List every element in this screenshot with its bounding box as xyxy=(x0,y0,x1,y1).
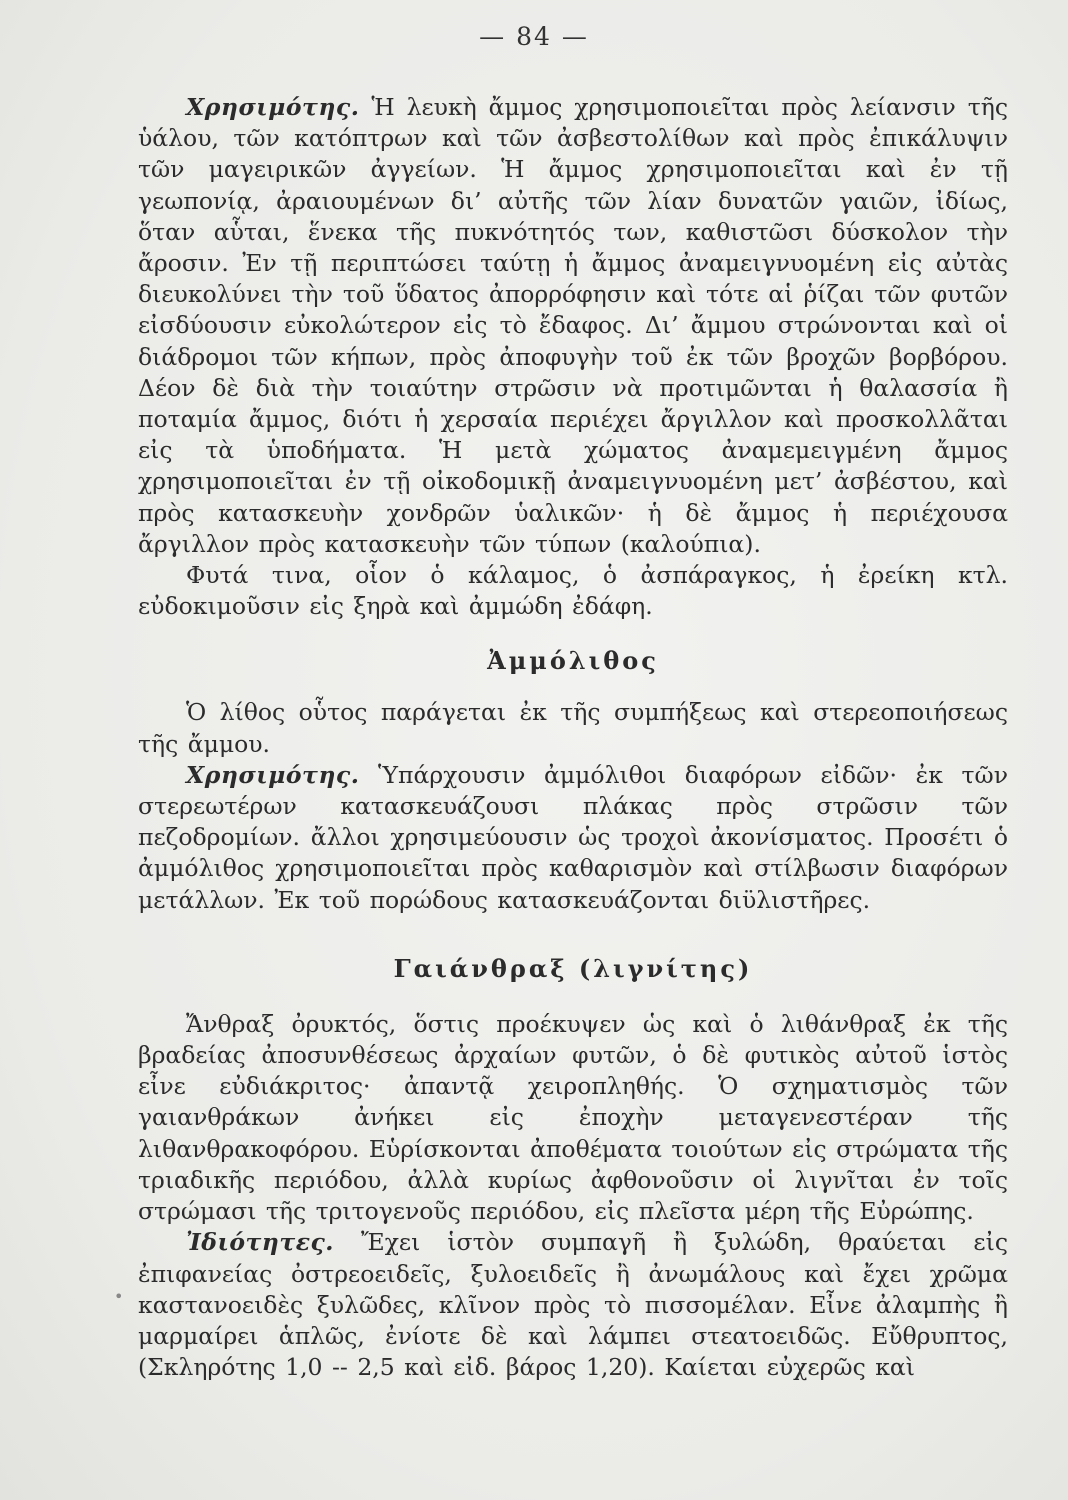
properties-term: Ἰδιότητες. xyxy=(186,1228,334,1257)
gaianthrax-properties-paragraph xyxy=(138,1227,1008,1383)
margin-bullet-mark: • xyxy=(114,1287,124,1306)
ammolithos-intro: Ὁ λίθος οὗτος παράγεται ἐκ τῆς συμπήξεως καὶ στερεοποιήσεως τῆς ἄμμου. xyxy=(138,698,1008,758)
properties-text: Ἔχει ἱστὸν συμπαγῆ ἢ ξυλώδη, θραύεται εἰς ἐπιφανείας ὀστρεοειδεῖς, ξυλοειδεῖς ἢ ἀνωμάλους καὶ ἔχει χρῶμα καστανοειδὲς ξυλῶδες, κλῖνον πρὸς τὸ πισσομέλαν. Εἶνε ἀλαμπὴς ἢ μαρμαίρει ἁπλῶς, ἐνίοτε δὲ καὶ λάμπει στεατοειδῶς. Εὔθρυπτος, (Σκληρότης 1,0 -- 2,5 καὶ εἰδ. βάρος 1,20). Καίεται εὐχερῶς καὶ xyxy=(138,1228,1008,1382)
heading-ammolithos: Ἀμμόλιθος xyxy=(487,646,659,676)
usefulness-text: Ἡ λευκὴ ἄμμος χρησιμοποιεῖται πρὸς λείανσιν τῆς ὑάλου, τῶν κατόπτρων καὶ τῶν ἀσβεστολίθων καὶ πρὸς ἐπικάλυψιν τῶν μαγειρικῶν ἀγγείων. Ἡ ἄμμος χρησιμοποιεῖται καὶ ἐν τῇ γεωπονίᾳ, ἀραιουμένων δι’ αὐτῆς τῶν λίαν δυνατῶν γαιῶν, ἰδίως, ὅταν αὗται, ἕνεκα τῆς πυκνότητός των, καθιστῶσι δύσκολον τὴν ἄροσιν. Ἐν τῇ περιπτώσει ταύτῃ ἡ ἄμμος ἀναμειγνυομένη εἰς αὐτὰς διευκολύνει τὴν τοῦ ὕδατος ἀπορρόφησιν καὶ τότε αἱ ῥίζαι τῶν φυτῶν εἰσδύουσιν εὐκολώτερον εἰς τὸ ἔδαφος. Δι’ ἄμμου στρώνονται καὶ οἱ διάδρομοι τῶν κήπων, πρὸς ἀποφυγὴν τοῦ ἐκ τῶν βροχῶν βορβόρου. Δέον δὲ διὰ τὴν τοιαύτην στρῶσιν νὰ προτιμῶνται ἡ θαλασσία ἢ ποταμία ἄμμος, διότι ἡ χερσαία περιέχει ἄργιλλον καὶ προσκολλᾶται εἰς τὰ ὑποδήματα. Ἡ μετὰ χώματος ἀναμεμειγμένη ἄμμος χρησιμοποιεῖται ἐν τῇ οἰκοδομικῇ ἀναμειγνυομένη μετ’ ἀσβέστου, καὶ πρὸς κατασκευὴν χονδρῶν ὑαλικῶν· ἡ δὲ ἄμμος ἡ περιέχουσα ἄργιλλον πρὸς κατασκευὴν τῶν τύπων (καλούπια). xyxy=(138,93,1008,558)
heading-gaianthrax: Γαιάνθραξ (λιγνίτης) xyxy=(393,953,753,983)
ammolithos-usefulness-text: Ὑπάρχουσιν ἀμμόλιθοι διαφόρων εἰδῶν· ἐκ τῶν στερεωτέρων κατασκευάζουσι πλάκας πρὸς στρῶσιν τῶν πεζοδρομίων. ἄλλοι χρησιμεύουσιν ὡς τροχοὶ ἀκονίσματος. Προσέτι ὁ ἀμμόλιθος χρησιμοποιεῖται πρὸς καθαρισμὸν καὶ στίλβωσιν διαφόρων μετάλλων. Ἐκ τοῦ πορώδους κατασκευάζονται διϋλιστῆρες. xyxy=(138,760,1008,914)
gaianthrax-intro: Ἄνθραξ ὀρυκτός, ὅστις προέκυψεν ὡς καὶ ὁ λιθάνθραξ ἐκ τῆς βραδείας ἀποσυνθέσεως ἀρχαίων φυτῶν, ὁ δὲ φυτικὸς αὐτοῦ ἱστὸς εἶνε εὐδιάκριτος· ἀπαντᾷ χειροπληθής. Ὁ σχηματισμὸς τῶν γαιανθράκων ἀνήκει εἰς ἐποχὴν μεταγενεστέραν τῆς λιθανθρακοφόρου. Εὑρίσκονται ἀποθέματα τοιούτων εἰς στρώματα τῆς τριαδικῆς περιόδου, ἀλλὰ κυρίως ἀφθονοῦσιν οἱ λιγνῖται ἐν τοῖς στρώμασι τῆς τριτογενοῦς περιόδου, εἰς πλεῖστα μέρη τῆς Εὐρώπης. xyxy=(138,1009,1008,1226)
ammolithos-usefulness-term: Χρησιμότης. xyxy=(186,760,360,789)
usefulness-paragraph-sand xyxy=(138,92,1008,560)
page-body xyxy=(138,92,1008,1383)
plants-paragraph: Φυτά τινα, οἷον ὁ κάλαμος, ὁ ἀσπάραγκος, ἡ ἐρείκη κτλ. εὐδοκιμοῦσιν εἰς ξηρὰ καὶ ἀμμώδη ἐδάφη. xyxy=(138,561,1008,621)
usefulness-term: Χρησιμότης. xyxy=(186,93,360,121)
page-number: — 84 — xyxy=(479,22,589,51)
ammolithos-usefulness-paragraph xyxy=(138,760,1008,916)
